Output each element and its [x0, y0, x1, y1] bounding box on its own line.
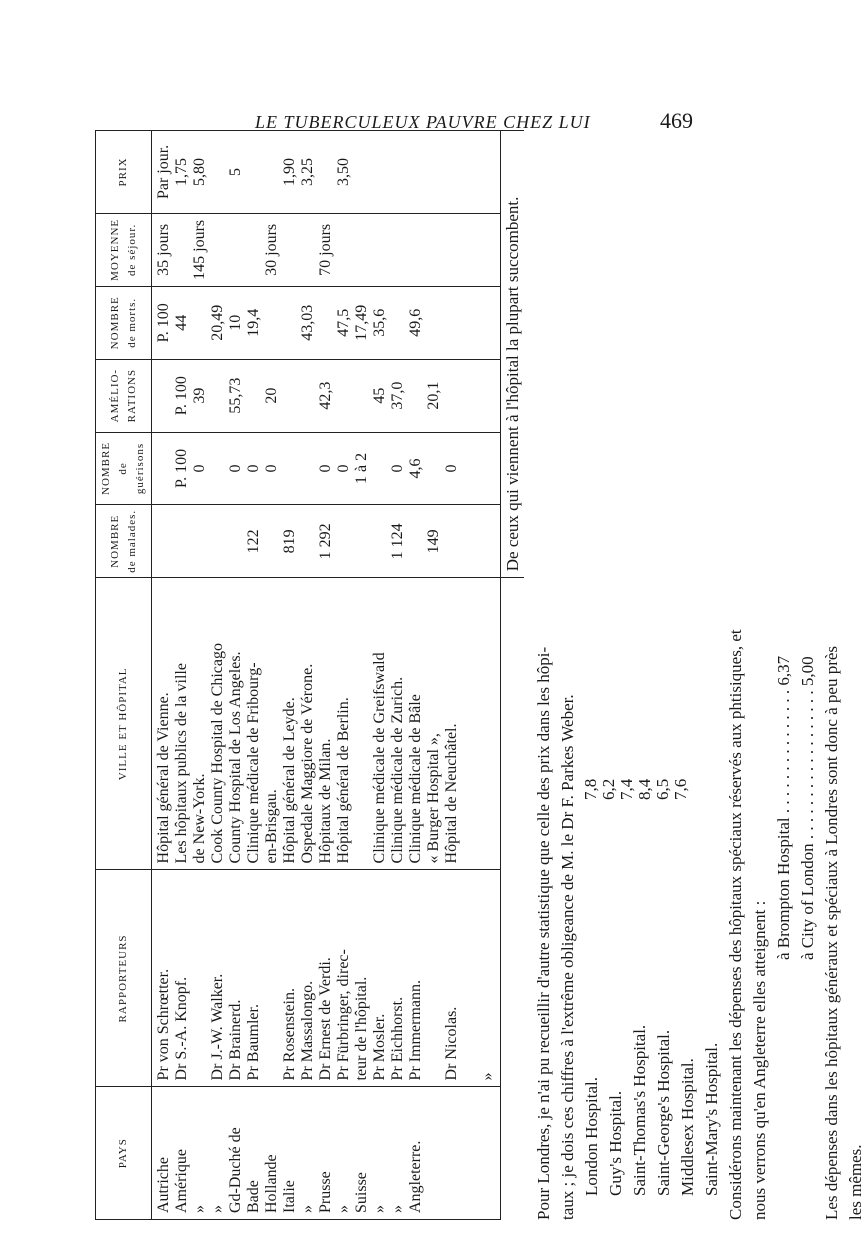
- morts-line: 17,49: [353, 304, 370, 341]
- villes-line: Hôpitaux de Milan.: [317, 738, 334, 864]
- ameliorations-line: [353, 366, 371, 426]
- closing-paragraph: [820, 120, 868, 1220]
- rapporteurs-line: Pr Massalongo.: [299, 980, 316, 1081]
- ameliorations-line: 45: [371, 387, 388, 404]
- rapporteurs-line: Dr Brainerd.: [227, 999, 244, 1081]
- london-prices: [582, 779, 690, 800]
- ameliorations-line: P. 100: [173, 376, 190, 416]
- london-prices-line: 7,8: [581, 778, 600, 800]
- malades-line: [353, 511, 371, 571]
- col-morts: [152, 286, 501, 359]
- special-hospital-row: [772, 120, 796, 960]
- guerisons-line: 0: [389, 464, 406, 473]
- pays-line: Suisse: [353, 1172, 370, 1213]
- table-header-row: [96, 131, 152, 1220]
- prix-line: 1,90: [281, 157, 298, 186]
- london-list-line: Saint-Thomas's Hospital.: [630, 1024, 649, 1196]
- span-note-row: [501, 131, 525, 1220]
- sejour-line: [281, 220, 299, 280]
- ameliorations-line: [209, 366, 227, 426]
- villes-line: Hôpital général de Vienne.: [155, 692, 172, 864]
- pays-line: »: [371, 1205, 388, 1213]
- prix-line: 1,75: [173, 157, 190, 186]
- prix-line: 3,50: [335, 157, 352, 186]
- col-ville: [152, 578, 501, 870]
- considerons-line: nous verrons qu'en Angleterre elles atteignent :: [750, 900, 769, 1220]
- london-list-line: Guy's Hospital.: [606, 1090, 625, 1196]
- london-prices-line: 7,6: [671, 778, 690, 800]
- london-prices-line: 6,5: [653, 778, 672, 800]
- malades-line: 1 292: [317, 523, 334, 560]
- ameliorations-line: [299, 366, 317, 426]
- header-pays: PAYS: [96, 1087, 152, 1220]
- header-malades: NOMBRE de malades.: [96, 505, 152, 578]
- ameliorations-line: 42,3: [317, 381, 334, 410]
- sejour-line: 145 jours: [191, 219, 208, 280]
- london-prices-line: 6,2: [599, 778, 618, 800]
- villes-line: Hôpital général de Leyde.: [281, 697, 298, 864]
- malades-line: 819: [281, 529, 298, 554]
- morts-line: 19,4: [245, 308, 262, 337]
- considerons-line: Considérons maintenant les dépenses des hôpitaux spéciaux réservés aux phtisiques, et: [726, 629, 745, 1220]
- pays-line: »: [335, 1205, 352, 1213]
- morts-line: P. 100: [155, 303, 172, 343]
- pays-line: Gd-Duché de: [227, 1127, 244, 1213]
- malades-line: [371, 511, 389, 571]
- malades-line: [299, 511, 317, 571]
- malades-line: [335, 511, 353, 571]
- rapporteurs-line: Dr Nicolas.: [443, 1006, 460, 1081]
- rapporteurs-line: Dr S.-A. Knopf.: [173, 976, 190, 1081]
- guerisons-line: 0: [245, 464, 262, 473]
- ameliorations-line: [281, 366, 299, 426]
- prix-line: [263, 137, 281, 207]
- london-prices-line: 8,4: [635, 778, 654, 800]
- morts-line: 20,49: [209, 304, 226, 341]
- sejour-line: [209, 220, 227, 280]
- villes-line: Cook County Hospital de Chicago: [209, 643, 226, 864]
- pays-line: Angleterre.: [407, 1140, 424, 1213]
- malades-line: 149: [425, 529, 442, 554]
- london-list-line: Saint-Mary's Hospital.: [702, 1042, 721, 1196]
- header-morts: NOMBRE de morts.: [96, 286, 152, 359]
- sejour-line: [227, 220, 245, 280]
- pays-line: Italie: [281, 1180, 298, 1213]
- malades-line: [407, 511, 425, 571]
- villes-line: Hôpital général de Berlin.: [335, 697, 352, 864]
- villes-line: Clinique médicale de Bâle: [407, 694, 424, 864]
- london-intro-line: Pour Londres, je n'ai pu recueillir d'autre statistique que celle des prix dans les hôpi-: [534, 646, 553, 1220]
- header-rapporteurs: RAPPORTEURS: [96, 870, 152, 1087]
- running-title: LE TUBERCULEUX PAUVRE CHEZ LUI: [255, 112, 591, 132]
- col-ameliorations: [152, 359, 501, 432]
- pays-line: »: [209, 1205, 226, 1213]
- morts-line: 43,03: [299, 304, 316, 341]
- morts-line: [263, 293, 281, 353]
- villes-line: Hôpital de Neuchâtel.: [443, 723, 460, 864]
- london-list: [580, 120, 724, 1220]
- london-prices-line: 7,4: [617, 778, 636, 800]
- guerisons-line: P. 100: [173, 448, 190, 489]
- guerisons-line: [425, 439, 443, 499]
- table-body-row: [152, 131, 501, 1220]
- guerisons-line: 1 à 2: [353, 452, 370, 485]
- prix-line: 5,80: [191, 157, 208, 186]
- col-prix: [152, 131, 501, 214]
- malades-line: [173, 511, 191, 571]
- guerisons-line: [299, 439, 317, 499]
- header-guerisons: NOMBRE de guérisons: [96, 432, 152, 505]
- prix-line: 5: [227, 167, 244, 176]
- guerisons-line: 0: [191, 464, 208, 473]
- page-number: 469: [660, 108, 693, 133]
- pays-line: Autriche: [155, 1157, 172, 1213]
- rapporteurs-line: Dr Ernest de Verdi.: [317, 957, 334, 1081]
- morts-line: 35,6: [371, 308, 388, 337]
- morts-line: 10: [227, 314, 244, 331]
- special-hospital-label: à City of London . . . . . . . . . . . . . . . . . .: [798, 686, 817, 960]
- rapporteurs-line: teur de l'hôpital.: [353, 976, 370, 1081]
- pays-line: »: [299, 1205, 316, 1213]
- prix-line: [209, 137, 227, 207]
- notes-text: [532, 120, 868, 1220]
- col-pays: [152, 1087, 501, 1220]
- pays-line: Prusse: [317, 1171, 334, 1213]
- malades-line: [155, 511, 173, 571]
- ameliorations-line: 55,73: [227, 377, 244, 414]
- prix-line: [245, 137, 263, 207]
- villes-line: Ospedale Maggiore de Vérone.: [299, 663, 316, 864]
- guerisons-line: [371, 439, 389, 499]
- col-guerisons: [152, 432, 501, 505]
- sejour-line: 30 jours: [263, 223, 280, 276]
- considerons-paragraph: [724, 120, 772, 1220]
- malades-line: [227, 511, 245, 571]
- guerisons-line: 0: [443, 464, 460, 473]
- sejour-line: 70 jours: [317, 223, 334, 276]
- hospital-statistics-table: [95, 130, 524, 1220]
- ameliorations-line: [407, 366, 425, 426]
- villes-line: [353, 584, 371, 863]
- guerisons-line: [281, 439, 299, 499]
- ameliorations-line: 37,0: [389, 381, 406, 410]
- morts-line: [191, 293, 209, 353]
- morts-line: 47,5: [335, 308, 352, 337]
- villes-line: County Hospital de Los Angeles.: [227, 651, 244, 864]
- span-note: De ceux qui viennent à l'hôpital la plupart succombent.: [501, 131, 525, 578]
- prix-line: [317, 137, 335, 207]
- ameliorations-line: 20,1: [425, 381, 442, 410]
- rapporteurs-line: Dr J.-W. Walker.: [209, 973, 226, 1081]
- villes-line: Clinique médicale de Fribourg-: [245, 662, 262, 864]
- col-malades: [152, 505, 501, 578]
- ameliorations-line: [335, 366, 353, 426]
- header-ville: VILLE ET HÔPITAL: [96, 578, 152, 870]
- closing-line: les mêmes.: [846, 1144, 865, 1220]
- header-sejour: MOYENNE de séjour.: [96, 213, 152, 286]
- morts-line: [281, 293, 299, 353]
- villes-line: Clinique médicale de Zurich.: [389, 676, 406, 864]
- villes-line: Clinique médicale de Greifswald: [371, 652, 388, 864]
- london-hospital-list: [580, 120, 724, 1196]
- rapporteurs-line: Pr Fürbringer, direc-: [335, 949, 352, 1081]
- london-list-line: Middlesex Hospital.: [678, 1058, 697, 1196]
- villes-line: en-Brisgau.: [263, 789, 280, 864]
- malades-line: [209, 511, 227, 571]
- guerisons-line: [209, 439, 227, 499]
- malades-line: [191, 511, 209, 571]
- rapporteurs-line: [461, 876, 479, 1080]
- malades-line: [263, 511, 281, 571]
- villes-line: « Burger Hospital »,: [425, 733, 442, 864]
- malades-line: 122: [245, 529, 262, 554]
- sejour-line: 35 jours: [155, 223, 172, 276]
- rapporteurs-line: [191, 876, 209, 1080]
- london-list-line: Saint-George's Hospital.: [654, 1029, 673, 1196]
- malades-line: 1 124: [389, 523, 406, 560]
- ameliorations-line: [245, 366, 263, 426]
- guerisons-line: [155, 439, 173, 499]
- pays-line: »: [389, 1205, 406, 1213]
- closing-line: Les dépenses dans les hôpitaux généraux et spéciaux à Londres sont donc à peu près: [822, 645, 841, 1220]
- col-rapporteurs: [152, 870, 501, 1087]
- london-list-line: London Hospital.: [582, 1077, 601, 1196]
- special-hospitals: [772, 120, 820, 1220]
- ameliorations-line: 20: [263, 387, 280, 404]
- rapporteurs-line: Pr Baumler.: [245, 1004, 262, 1081]
- guerisons-line: 0: [335, 464, 352, 473]
- ameliorations-line: 39: [191, 387, 208, 404]
- guerisons-line: 0: [317, 464, 334, 473]
- sejour-line: [173, 220, 191, 280]
- rapporteurs-line: [263, 876, 281, 1080]
- header-ameliorations: AMÉLIO- RATIONS: [96, 359, 152, 432]
- notes-block: [532, 120, 868, 1220]
- rapporteurs-line: Pr von Schrœtter.: [155, 968, 172, 1081]
- villes-line: de New-York.: [191, 773, 208, 864]
- guerisons-line: 4,6: [407, 458, 424, 479]
- morts-line: [389, 293, 407, 353]
- guerisons-line: 0: [227, 464, 244, 473]
- ameliorations-line: [155, 366, 173, 426]
- rapporteurs-line: [425, 876, 443, 1080]
- rapporteurs-line: Pr Eichhorst.: [389, 996, 406, 1081]
- london-intro: [532, 120, 580, 1220]
- rapporteurs-line: »: [479, 1072, 496, 1081]
- pays-line: Amérique: [173, 1149, 190, 1213]
- prix-line: Par jour.: [155, 144, 172, 200]
- prix-line: 3,25: [299, 157, 316, 186]
- rapporteurs-line: Pr Immermann.: [407, 980, 424, 1081]
- morts-line: 49,6: [407, 308, 424, 337]
- special-hospital-label: à Brompton Hospital . . . . . . . . . . . . . . .: [774, 685, 793, 960]
- rapporteurs-line: Pr Mosler.: [371, 1013, 388, 1081]
- morts-line: 44: [173, 314, 190, 331]
- col-sejour: [152, 213, 501, 286]
- sejour-line: [245, 220, 263, 280]
- morts-line: [317, 293, 335, 353]
- special-hospital-value: 5,00: [798, 656, 817, 687]
- london-intro-line: taux ; je dois ces chiffres à l'extrême obligeance de M. le Dr F. Parkes Weber.: [558, 694, 577, 1220]
- pays-line: »: [191, 1205, 208, 1213]
- rapporteurs-line: Pr Rosenstein.: [281, 988, 298, 1081]
- pays-line: Bade: [245, 1180, 262, 1213]
- special-hospital-row: [796, 120, 820, 960]
- villes-line: Les hôpitaux publics de la ville: [173, 663, 190, 864]
- pays-line: Hollande: [263, 1154, 280, 1213]
- guerisons-line: 0: [263, 464, 280, 473]
- page-header: [0, 0, 800, 133]
- special-hospital-value: 6,37: [774, 655, 793, 686]
- rotated-table-page: [95, 120, 865, 1220]
- header-prix: PRIX: [96, 131, 152, 214]
- sejour-line: [299, 220, 317, 280]
